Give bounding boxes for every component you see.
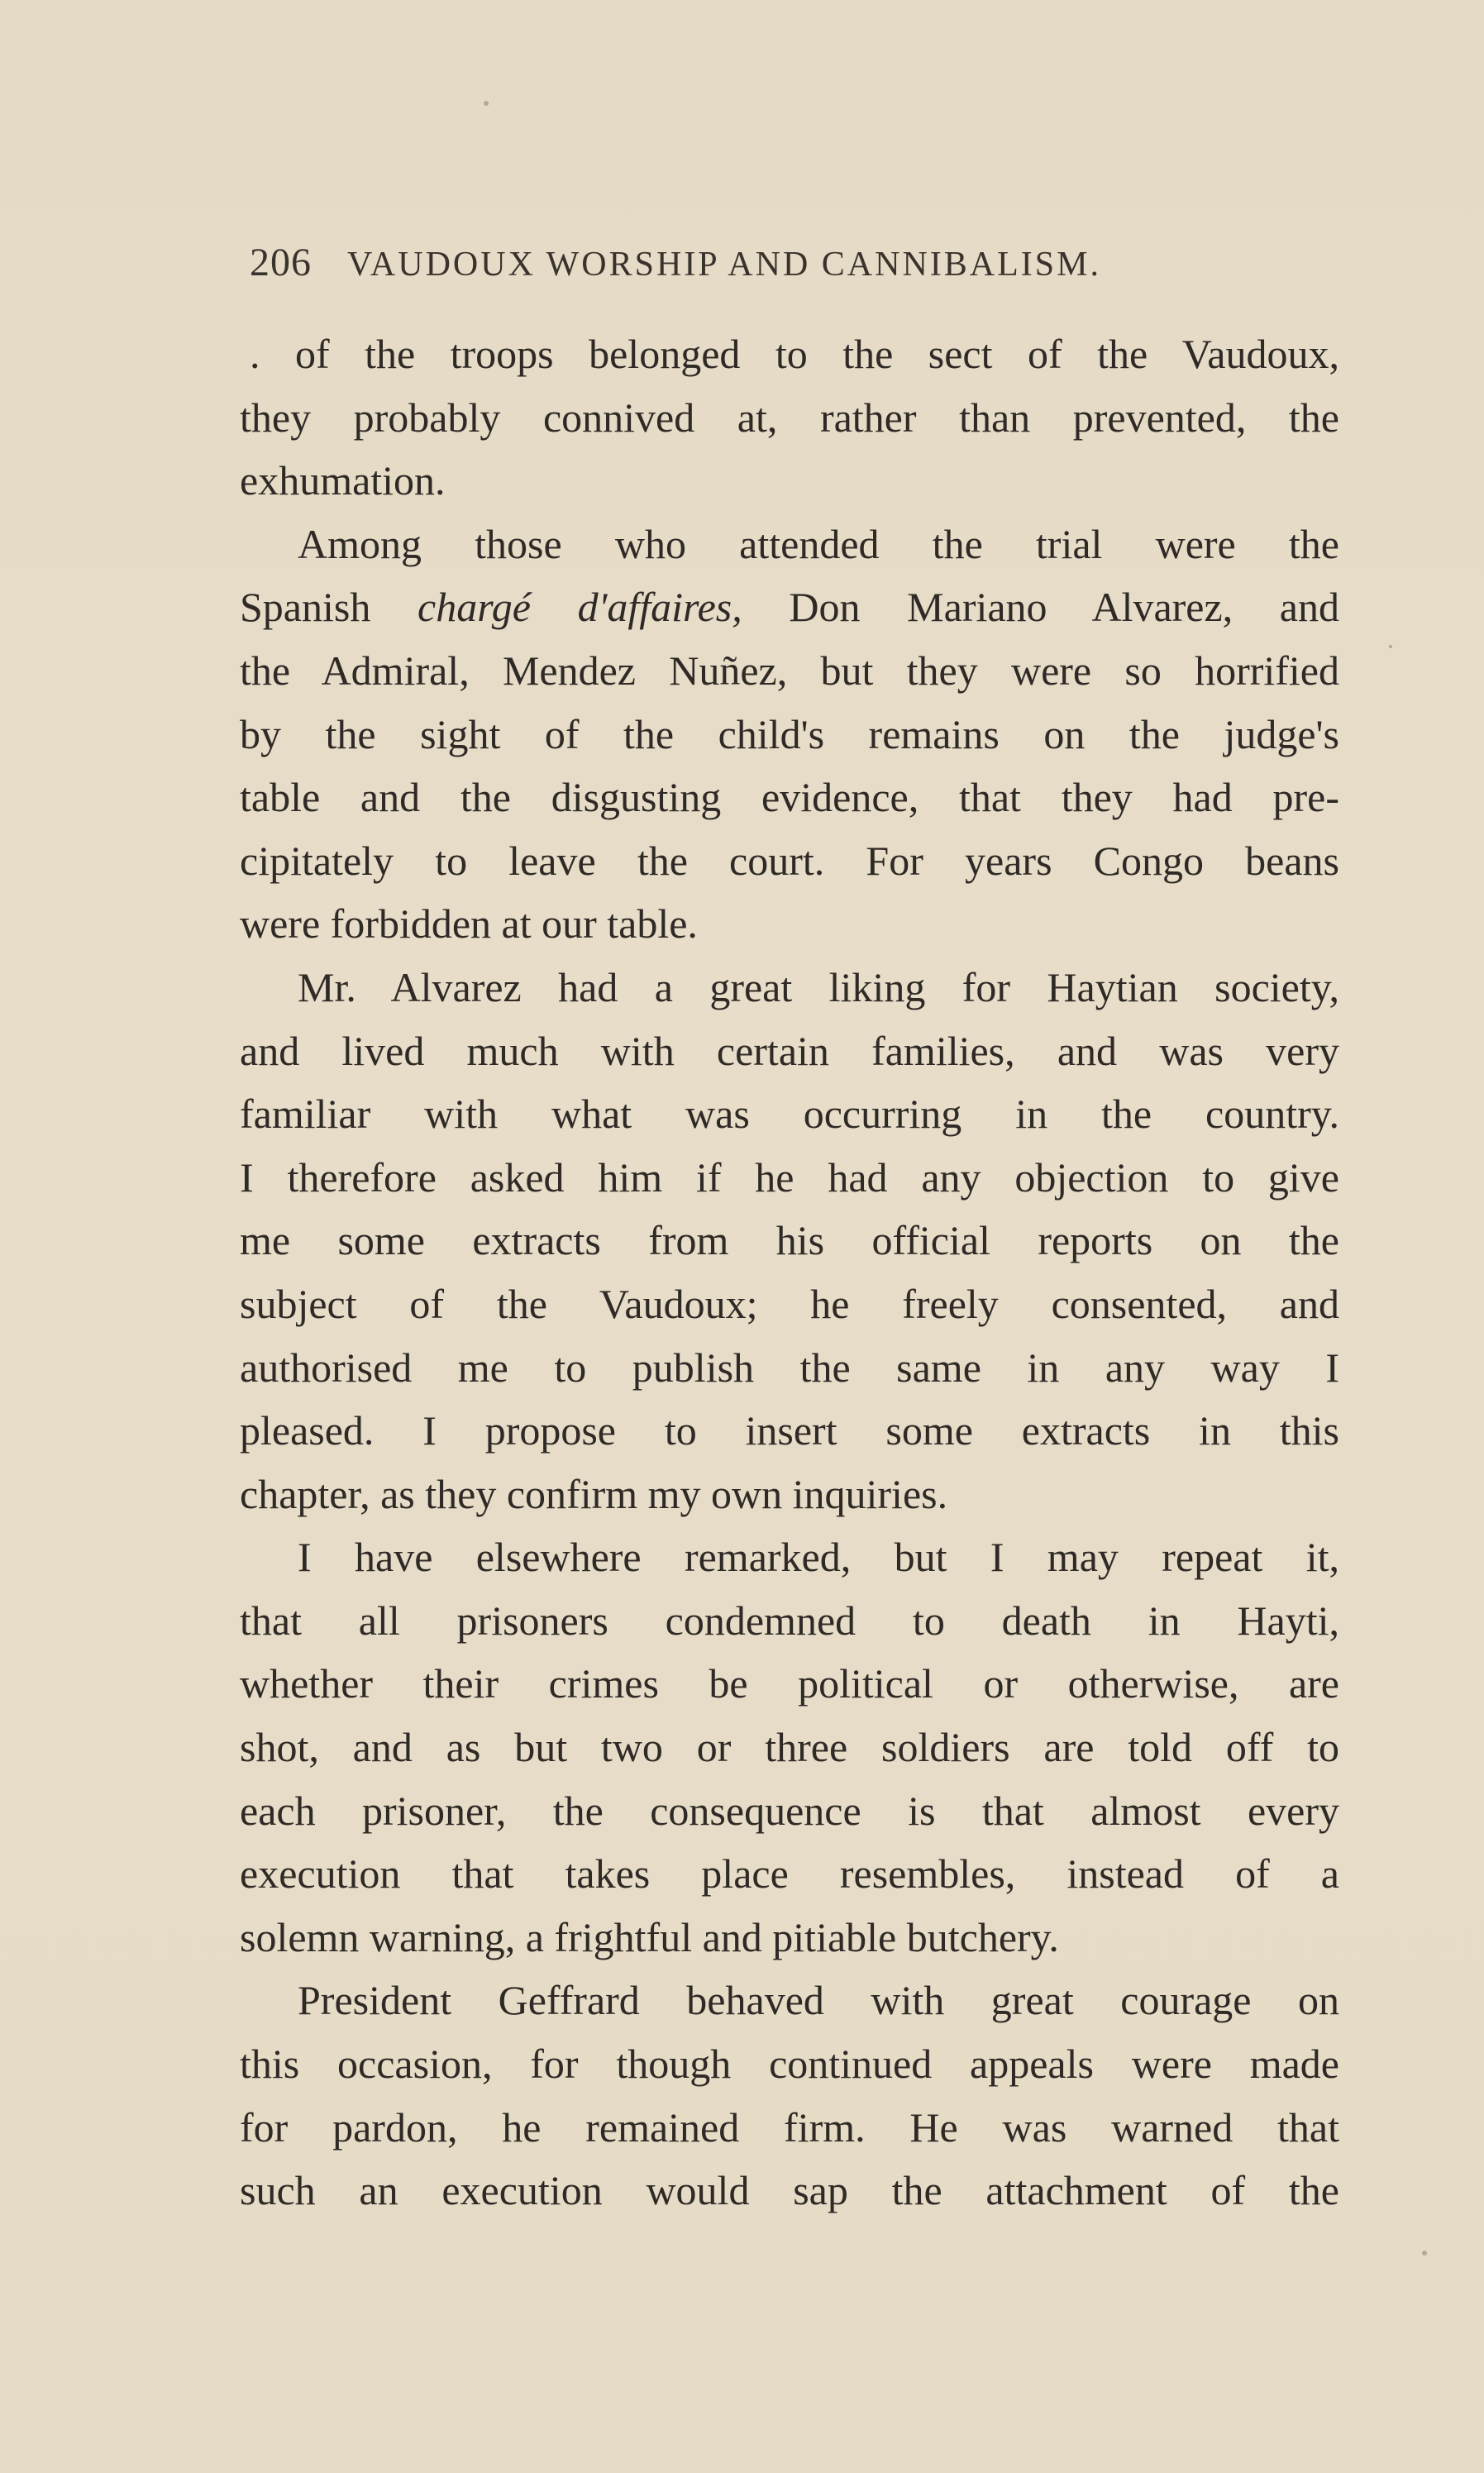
text-line: chapter, as they confirm my own inquiries.: [240, 1470, 948, 1517]
text-line: such an execution would sap the attachment of the: [240, 2167, 1339, 2214]
paper-speck: [484, 101, 489, 106]
text-line: cipitately to leave the court. For years Congo beans: [240, 837, 1339, 884]
text-line: familiar with what was occurring in the country.: [240, 1091, 1339, 1138]
text-line: were forbidden at our table.: [240, 900, 698, 948]
text-line: me some extracts from his official reports on the: [240, 1217, 1339, 1264]
running-title: VAUDOUX WORSHIP AND CANNIBALISM.: [347, 246, 1101, 284]
text-line: table and the disgusting evidence, that they had pre-: [240, 774, 1339, 821]
text-line: execution that takes place resembles, instead of a: [240, 1850, 1339, 1898]
text-line: by the sight of the child's remains on the judge's: [240, 710, 1339, 757]
text-line: they probably connived at, rather than prevented, the: [240, 394, 1339, 441]
text-line: shot, and as but two or three soldiers are told off to: [240, 1724, 1339, 1771]
text-line: for pardon, he remained firm. He was warned that: [240, 2103, 1339, 2151]
text-line: I therefore asked him if he had any objection to give: [240, 1153, 1339, 1201]
text-line: the Admiral, Mendez Nuñez, but they were so horrified: [240, 647, 1339, 694]
paper-speck: [1389, 645, 1392, 648]
text-line: solemn warning, a frightful and pitiable butchery.: [240, 1913, 1059, 1960]
text-segment: Spanish: [240, 584, 418, 631]
text-line: President Geffrard behaved with great courage on: [298, 1977, 1339, 2024]
text-line: Mr. Alvarez had a great liking for Haytian society,: [298, 963, 1339, 1010]
text-line: pleased. I propose to insert some extracts in this: [240, 1407, 1339, 1454]
text-line: . of the troops belonged to the sect of the Vaudoux,: [250, 331, 1339, 377]
text-line: that all prisoners condemned to death in Hayti,: [240, 1597, 1339, 1644]
text-line: I have elsewhere remarked, but I may repeat it,: [298, 1534, 1339, 1581]
body-text: [240, 322, 1339, 2222]
text-line: and lived much with certain families, and was very: [240, 1027, 1339, 1074]
text-line: exhumation.: [240, 457, 446, 504]
text-line: whether their crimes be political or otherwise, are: [240, 1660, 1339, 1707]
text-line: each prisoner, the consequence is that almost every: [240, 1787, 1339, 1834]
running-header: [250, 240, 1349, 289]
text-line: subject of the Vaudoux; he freely consented, and: [240, 1280, 1339, 1327]
text-line: this occasion, for though continued appeals were made: [240, 2041, 1339, 2088]
text-line: Among those who attended the trial were the: [298, 520, 1339, 567]
italic-phrase: chargé d'affaires,: [418, 584, 742, 631]
page-number: 206: [250, 241, 312, 284]
paper-speck: [1422, 2251, 1427, 2256]
text-segment: Don Mariano Alvarez, and: [742, 584, 1339, 631]
text-line: [240, 575, 1339, 639]
text-line: authorised me to publish the same in any way I: [240, 1344, 1339, 1391]
